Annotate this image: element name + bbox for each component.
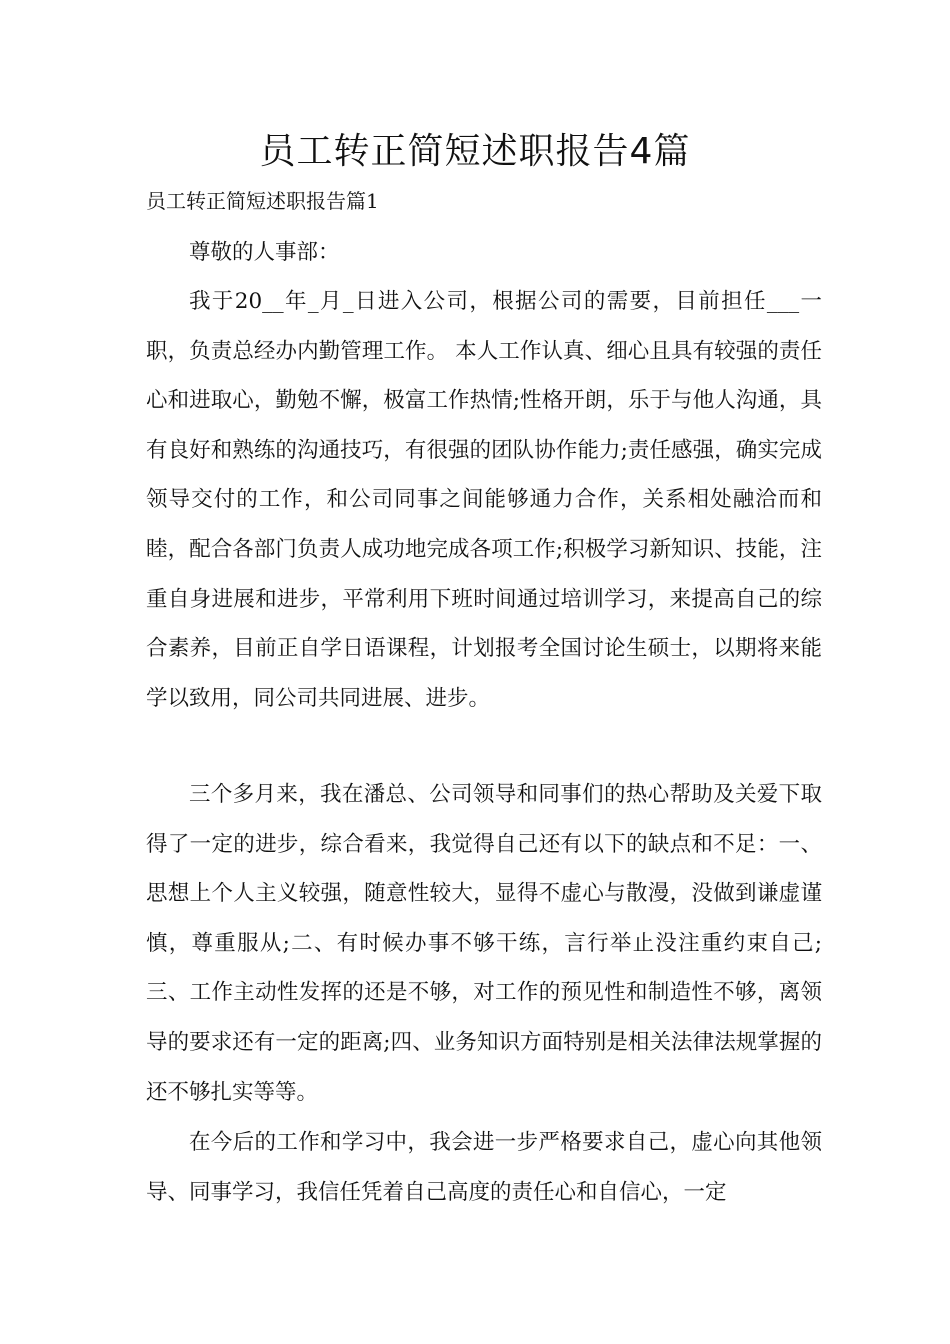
document-title: 员工转正简短述职报告4篇 <box>259 131 691 172</box>
paragraph-2: 三个多月来，我在潘总、公司领导和同事们的热心帮助及关爱下取得了一定的进步，综合看来，我觉得自己还有以下的缺点和不足：一、思想上个人主义较强，随意性较大，显得不虚心与散漫，没做到谦虚谨慎，尊重服从;二、有时候办事不够干练，言行举止没注重约束自己;三、工作主动性发挥的还是不够，对工作的预见性和制造性不够，离领导的要求还有一定的距离;四、业务知识方面特别是相关法律法规掌握的还不够扎实等等。 <box>146 782 822 1105</box>
paragraph-1: 我于20__年_月_日进入公司，根据公司的需要，目前担任___一职，负责总经办内勤管理工作。 本人工作认真、细心且具有较强的责任心和进取心，勤勉不懈，极富工作热情;性格开朗，乐于与他人沟通，具有良好和熟练的沟通技巧，有很强的团队协作能力;责任感强，确实完成领导交付的工作，和公司同事之间能够通力合作，关系相处融洽而和睦，配合各部门负责人成功地完成各项工作;积极学习新知识、技能，注重自身进展和进步，平常利用下班时间通过培训学习，来提高自己的综合素养，目前正自学日语课程，计划报考全国讨论生硕士，以期将来能学以致用，同公司共同进展、进步。 <box>146 289 822 711</box>
paragraph-3: 在今后的工作和学习中，我会进一步严格要求自己，虚心向其他领导、同事学习，我信任凭着自己高度的责任心和自信心，一定 <box>146 1130 822 1205</box>
section-heading: 员工转正简短述职报告篇1 <box>146 189 379 213</box>
salutation: 尊敬的人事部： <box>189 240 340 265</box>
